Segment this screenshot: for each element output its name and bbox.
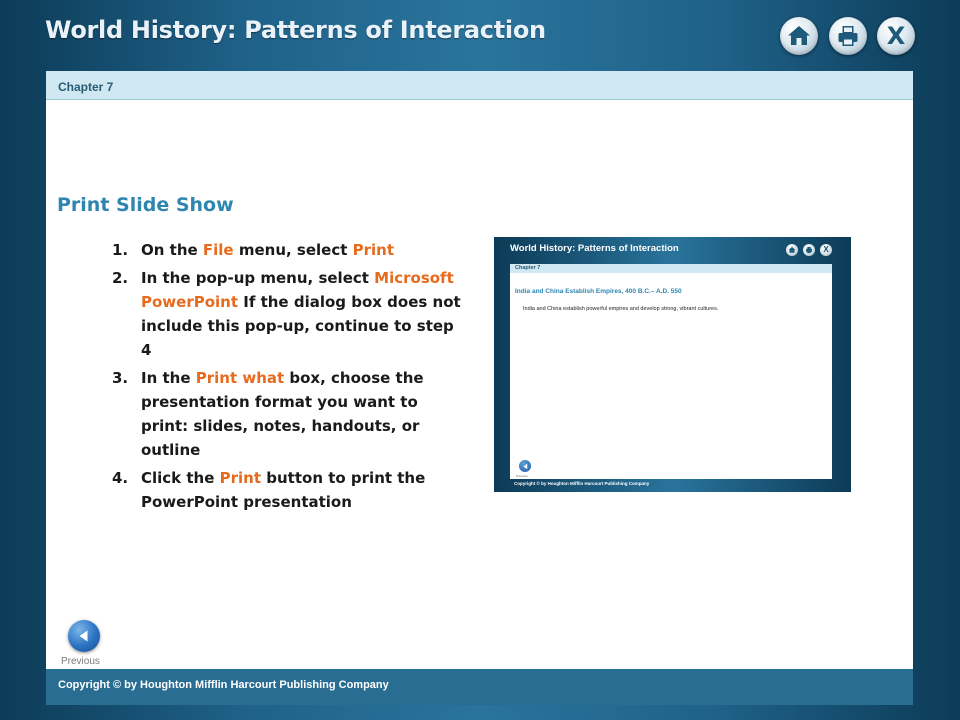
app-title: World History: Patterns of Interaction [45,16,546,44]
preview-previous-icon [519,460,531,472]
preview-heading: India and China Establish Empires, 400 B.C.– A.D. 550 [515,288,682,295]
close-icon: X [886,22,906,50]
step-item [112,366,467,462]
content-panel [46,71,913,669]
step-item [112,266,467,362]
step-text: In the pop-up menu, select [141,269,375,287]
step-highlight: Print what [195,369,285,387]
preview-previous-label: Previous [516,474,528,478]
step-number: 4. [112,469,129,487]
step-number: 3. [112,369,129,387]
preview-chapter-label: Chapter 7 [515,265,541,271]
section-title: Print Slide Show [57,194,234,216]
step-text: box, choose the presentation format you want to print: slides, notes, handouts, or outline [141,369,424,459]
step-highlight: Print [219,469,262,487]
chapter-bar [46,71,913,100]
step-text: Click the [141,469,220,487]
print-icon [835,23,861,49]
close-button[interactable] [877,17,915,55]
home-button[interactable] [780,17,818,55]
instruction-steps [112,238,467,518]
preview-print-icon [803,244,815,256]
step-number: 1. [112,241,129,259]
previous-arrow-icon [76,628,92,644]
step-highlight: Microsoft PowerPoint [141,269,454,311]
step-text: menu, select [233,241,353,259]
step-number: 2. [112,269,129,287]
step-text: button to print the PowerPoint presentation [141,469,426,511]
step-item [112,238,467,262]
step-highlight: File [202,241,234,259]
preview-close-icon: X [820,244,832,256]
preview-text: India and China establish powerful empires and develop strong, vibrant cultures. [523,306,719,312]
print-button[interactable] [829,17,867,55]
chapter-label: Chapter 7 [58,80,114,94]
step-text: If the dialog box does not include this pop-up, continue to step 4 [141,293,461,359]
preview-title: World History: Patterns of Interaction [510,243,679,254]
preview-home-icon [786,244,798,256]
previous-button[interactable] [68,620,100,652]
home-icon [786,23,812,49]
footer-bar [46,669,913,705]
preview-panel [510,264,832,479]
step-text: In the [141,369,196,387]
slide-preview-image [494,237,851,492]
step-highlight: Print [352,241,395,259]
copyright-text: Copyright © by Houghton Mifflin Harcourt Publishing Company [58,679,389,691]
step-item [112,466,467,514]
preview-footer: Copyright © by Houghton Mifflin Harcourt Publishing Company [514,481,650,486]
step-text: On the [141,241,203,259]
preview-chapter-bar [510,264,832,273]
previous-label: Previous [61,656,100,667]
